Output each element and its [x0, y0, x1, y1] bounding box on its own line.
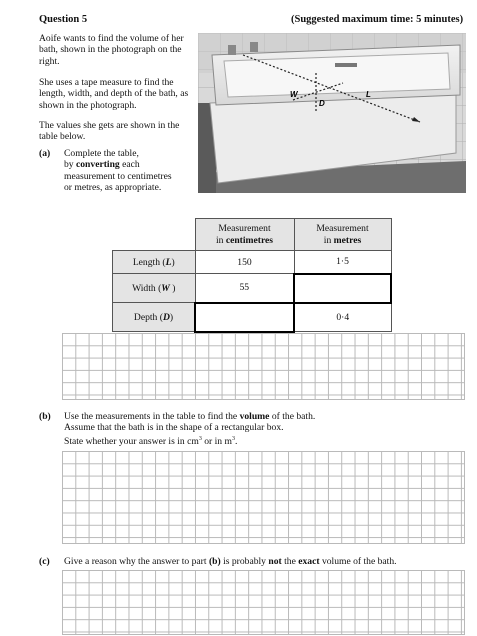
part-c-text	[39, 556, 469, 568]
part-a-answer-grid[interactable]	[62, 333, 465, 400]
part-b-line-1: Use the measurements in the table to find the volume of the bath.	[64, 411, 316, 422]
question-title: Question 5	[39, 14, 88, 25]
row-label-length: Length (L)	[113, 251, 196, 274]
part-b-line-3: State whether your answer is in $cm^3$ or in $m^3$.	[64, 435, 238, 447]
row-label-width: Width (W )	[113, 274, 196, 303]
header-metres: Measurement in metres	[294, 219, 391, 251]
part-a-line-3: measurement to centimetres	[64, 170, 172, 182]
part-a-line-1: Complete the table,	[64, 148, 139, 159]
part-b-line-2: Assume that the bath is in the shape of a rectangular box.	[64, 422, 284, 434]
photo-label-w: W	[290, 90, 298, 99]
part-c-answer-grid[interactable]	[62, 570, 465, 635]
header-centimetres: Measurement in centimetres	[195, 219, 294, 251]
part-a-line-4: or metres, as appropriate.	[64, 182, 162, 194]
depth-m-value: 0·4	[294, 303, 391, 332]
intro-paragraph-1: Aoife wants to find the volume of her bath, shown in the photograph on the right.	[39, 33, 184, 67]
width-m-answer-box[interactable]	[294, 274, 391, 303]
intro-paragraph-2: She uses a tape measure to find the length, width, and depth of the bath, as shown in the photograph.	[39, 77, 189, 111]
part-a-instructions	[64, 148, 194, 194]
part-c-line: Give a reason why the answer to part (b) is probably not the exact volume of the bath.	[64, 556, 397, 567]
length-cm-value: 150	[195, 251, 294, 274]
width-cm-value: 55	[195, 274, 294, 303]
photo-label-d: D	[319, 99, 325, 108]
part-b-text	[39, 411, 459, 451]
suggested-time: (Suggested maximum time: 5 minutes)	[291, 14, 464, 25]
photo-label-l: L	[366, 90, 371, 99]
length-m-value: 1·5	[294, 251, 391, 274]
depth-cm-answer-box[interactable]	[195, 303, 294, 332]
part-a-line-2: by converting each	[64, 159, 140, 171]
part-b-label: (b)	[39, 411, 51, 422]
part-b-answer-grid[interactable]	[62, 451, 465, 544]
bath-photo	[198, 33, 466, 193]
row-label-depth: Depth (D)	[113, 303, 196, 332]
part-a-label: (a)	[39, 148, 51, 159]
intro-paragraph-3: The values she gets are shown in the table below.	[39, 120, 180, 143]
part-c-label: (c)	[39, 556, 50, 567]
measurement-table	[112, 218, 392, 333]
